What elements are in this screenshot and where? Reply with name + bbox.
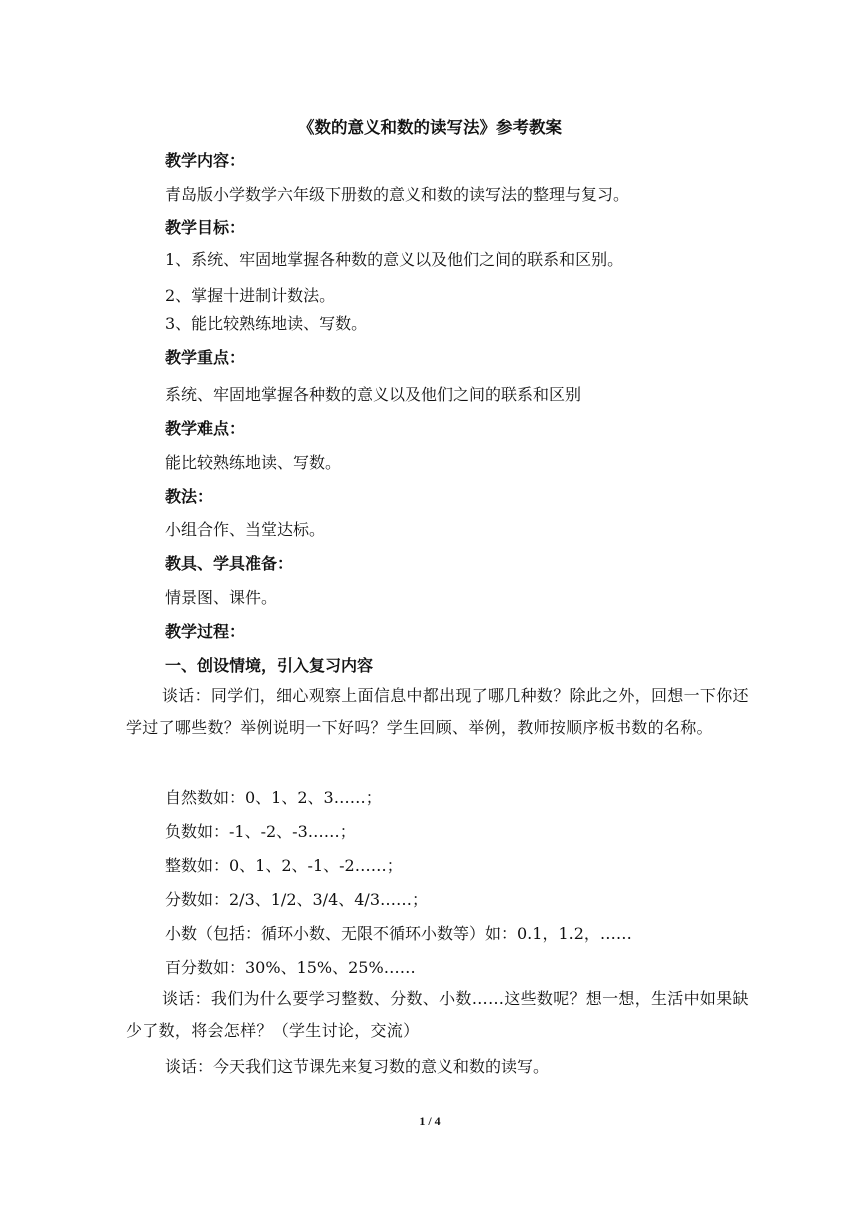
method-text: 小组合作、当堂达标。 [165, 520, 326, 539]
example-item: 自然数如：0、1、2、3……； [165, 788, 382, 807]
talk-paragraph-2: 谈话：我们为什么要学习整数、分数、小数……这些数呢？想一想，生活中如果缺少了数，将会怎样？（学生讨论，交流） [126, 989, 749, 1040]
heading-key: 教学重点： [165, 348, 246, 367]
heading-goals: 教学目标： [165, 218, 246, 237]
goal-item: 3、能比较熟练地读、写数。 [165, 314, 368, 333]
example-item: 小数（包括：循环小数、无限不循环小数等）如：0.1，1.2，…… [165, 924, 632, 943]
heading-difficulty: 教学难点： [165, 419, 246, 438]
heading-method: 教法： [165, 487, 214, 506]
example-item: 负数如：-1、-2、-3……； [165, 822, 356, 841]
section1-heading: 一、创设情境，引入复习内容 [165, 656, 374, 675]
goal-item: 1、系统、牢固地掌握各种数的意义以及他们之间的联系和区别。 [165, 250, 624, 269]
page-number: 1 / 4 [419, 1114, 441, 1128]
talk-paragraph-3: 谈话：今天我们这节课先来复习数的意义和数的读写。 [165, 1057, 550, 1076]
goal-item: 2、掌握十进制计数法。 [165, 286, 336, 305]
example-item: 百分数如：30%、15%、25%…… [165, 958, 416, 977]
difficulty-text: 能比较熟练地读、写数。 [165, 453, 342, 472]
content-text: 青岛版小学数学六年级下册数的意义和数的读写法的整理与复习。 [165, 185, 630, 204]
heading-tools: 教具、学具准备： [165, 554, 294, 573]
example-item: 分数如：2/3、1/2、3/4、4/3……； [165, 890, 429, 909]
document-title: 《数的意义和数的读写法》参考教案 [298, 118, 562, 137]
heading-content: 教学内容： [165, 151, 246, 170]
example-item: 整数如：0、1、2、-1、-2……； [165, 856, 403, 875]
talk-paragraph-1: 谈话：同学们，细心观察上面信息中都出现了哪几种数？除此之外，回想一下你还学过了哪些数？举例说明一下好吗？学生回顾、举例，教师按顺序板书数的名称。 [126, 686, 749, 737]
heading-process: 教学过程： [165, 622, 246, 641]
tools-text: 情景图、课件。 [165, 588, 278, 607]
key-text: 系统、牢固地掌握各种数的意义以及他们之间的联系和区别 [165, 385, 582, 404]
